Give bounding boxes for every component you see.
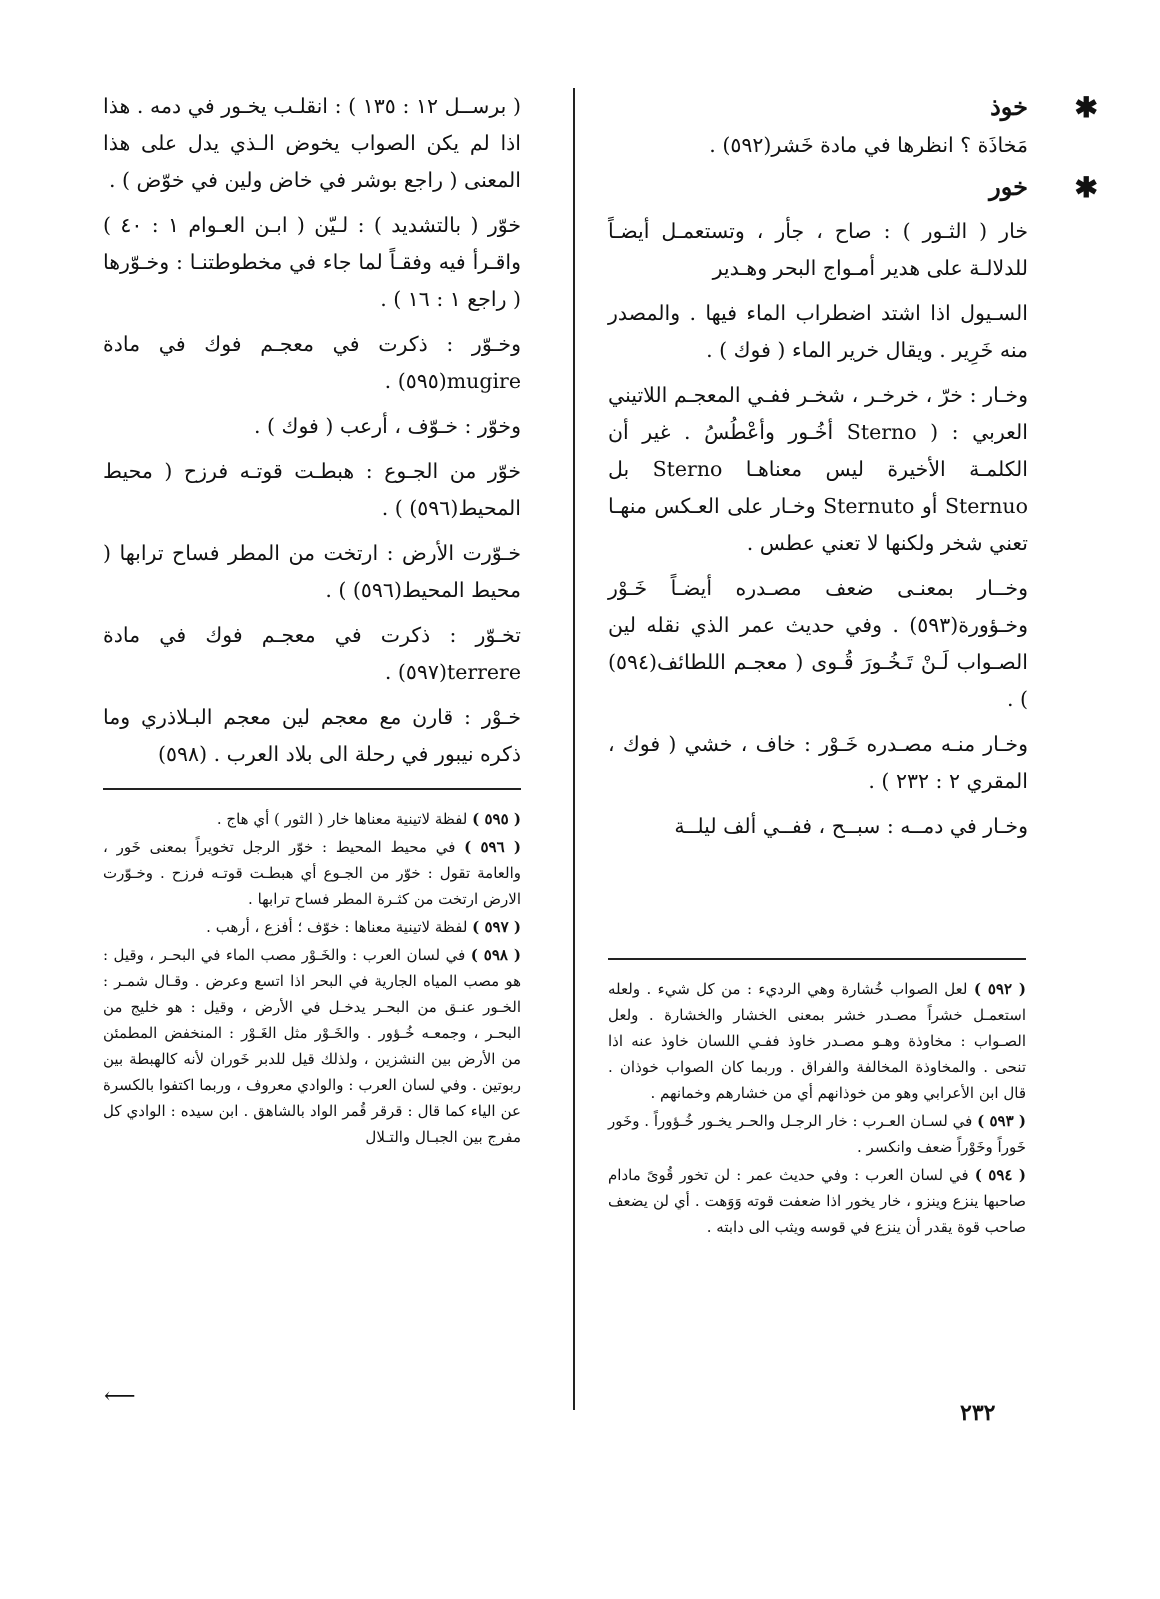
footnote-number: ( ٥٩٢ ) <box>973 980 1026 998</box>
footnote-number: ( ٥٩٦ ) <box>464 838 521 856</box>
footnote-text: لعل الصواب خُشارة وهي الرديء : من كل شيء . ولعله استعمـل خشراً مصـدر خشر بمعنى الخشار والخشارة . ولعل الصـواب : مخاوذة وهـو مصـدر خاوذ ففـي اللسان خاوذ عنه اذا تنحى . والمخاوذة المخالفة والفراق . وربما كان الصواب خوذان . قال ابن الأعرابي وهو من خوذانهم أي من خشارهم وخمانهم . <box>608 980 1026 1102</box>
paragraph: خار ( الثـور ) : صاح ، جأر ، وتستعمـل أيضـاً للدلالـة على هدير أمـواج البحر وهـدير <box>608 219 1028 280</box>
footnote <box>103 834 521 912</box>
footnote <box>103 914 521 940</box>
footnote-text: لفظة لاتينية معناها خار ( الثور ) أي هاج . <box>216 810 468 828</box>
footnote-number: ( ٥٩٤ ) <box>974 1166 1026 1184</box>
paragraph: خـوْر : قارن مع معجم لين معجم البـلاذري وما ذكره نيبور في رحلة الى بلاد العرب . (٥٩٨) <box>103 705 521 766</box>
footnote-number: ( ٥٩٣ ) <box>977 1112 1026 1130</box>
paragraph: خـوّرت الأرض : ارتخت من المطر فساح ترابها ( محيط المحيط(٥٩٦) ) . <box>103 541 521 602</box>
paragraph: السـيول اذا اشتد اضطراب الماء فيها . والمصدر منه خَرِير . ويقال خرير الماء ( فوك ) . <box>608 301 1028 362</box>
paragraph: تخـوّر : ذكرت في معجـم فوك في مادة terrere(٥٩٧) . <box>103 623 521 684</box>
left-column <box>103 88 521 781</box>
asterisk-icon: ✱ <box>1074 91 1098 124</box>
footnote-text: في لسـان العـرب : خار الرجـل والحـر يخـور خُـؤوراً . وخَور خَوراً وخَوْراً ضعف وانكسر . <box>608 1112 1026 1156</box>
footnote-number: ( ٥٩٧ ) <box>472 918 521 936</box>
footnote <box>608 1162 1026 1240</box>
paragraph: خوّر ( بالتشديد ) : لـيّن ( ابـن العـوام ١ : ٤٠ ) واقـرأ فيه وفقـاً لما جاء في مخطوطتنـا : وخـوّرها ( راجع ١ : ١٦ ) . <box>103 213 521 311</box>
paragraph: وخـار منـه مصـدره خَـوْر : خاف ، خشي ( فوك ، المقري ٢ : ٢٣٢ ) . <box>608 732 1028 793</box>
footnote-number: ( ٥٩٨ ) <box>470 946 521 964</box>
column-divider <box>573 88 575 1410</box>
footnote-separator <box>103 788 521 790</box>
footnote <box>608 1108 1026 1160</box>
paragraph: ( برســل ١٢ : ١٣٥ ) : انقلـب يخـور في دمه . هذا اذا لم يكن الصواب يخوض الـذي يدل على هذا المعنى ( راجع بوشر في خاض ولين في خوّض ) . <box>103 94 521 192</box>
entry-title: خوذ <box>990 92 1028 121</box>
right-column <box>608 88 1098 853</box>
footnote-text: لفظة لاتينية معناها : خوّف ؛ أفزع ، أرهب . <box>206 918 468 936</box>
entry-heading-khwdh <box>608 91 1098 124</box>
footnote <box>103 942 521 1150</box>
paragraph: وخوّر : خـوّف ، أرعب ( فوك ) . <box>254 414 521 438</box>
paragraph: وخـار : خرّ ، خرخـر ، شخـر ففـي المعجـم اللاتيني العربي : ( Sterno أخُـور وأعْطُسُ . غير أن الكلمـة الأخيرة ليس معناهـا Sterno بل Sternuo أو Sternuto وخـار على العـكس منهـا تعني شخر ولكنها لا تعني عطس . <box>608 383 1028 555</box>
footnotes-left <box>103 806 521 1152</box>
entry-heading-khwr <box>608 171 1098 204</box>
footnote <box>103 806 521 832</box>
footnote-text: في لسان العرب : والخَـوْر مصب الماء في البحـر ، وقيل : هو مصب المياه الجارية في البحر اذا اتسع وعرض . وقـال شمـر : الخـور عنـق من البحـر يدخـل في الأرض ، وقيل : هو خليج من البحـر ، وجمعـه خُـؤور . والخَـوْر مثل الغَـوْر : المنخفض المطمئن من الأرض بين النشزين ، ولذلك قيل للدبر خَوران لأنه كالهبطة بين ربوتين . وفي لسان العرب : والوادي معروف ، وربما اكتفوا بالكسرة عن الياء كما قال : قرقر قُمر الواد بالشاهق . ابن سيده : الوادي كل مفرج بين الجبـال والتـلال <box>103 946 521 1146</box>
paragraph: وخـوّر : ذكرت في معجـم فوك في مادة mugire(٥٩٥) . <box>103 332 521 393</box>
paragraph: وخـار في دمــه : سبــح ، ففــي ألف ليلــة <box>674 814 1028 838</box>
paragraph: مَخاذَة ؟ انظرها في مادة خَشر(٥٩٢) . <box>709 133 1028 157</box>
footnote-separator <box>608 958 1026 960</box>
paragraph: خوّر من الجـوع : هبطـت قوتـه فرزح ( محيط المحيط(٥٩٦) ) . <box>103 459 521 520</box>
asterisk-icon: ✱ <box>1074 171 1098 204</box>
paragraph: وخــار بمعنـى ضعف مصـدره أيضـاً خَـوْر وخـؤورة(٥٩٣) . وفي حديث عمر الذي نقله لين الصـواب لَـنْ تَـخُـورَ قُـوى ( معجـم اللطائف(٥٩٤) ) . <box>608 576 1028 711</box>
continue-arrow-icon: ⟵ <box>104 1384 136 1409</box>
footnote-text: في محيط المحيط : خوّر الرجل تخويراً بمعنى خَور ، والعامة تقول : خوّر من الجـوع أي هبطـت قوتـه فرزح . وخـوّرت الارض ارتخت من كثـرة المطر فساح ترابها . <box>103 838 521 908</box>
footnote <box>608 976 1026 1106</box>
footnotes-right <box>608 976 1026 1242</box>
page-number: ٢٣٢ <box>960 1400 996 1426</box>
footnote-number: ( ٥٩٥ ) <box>472 810 521 828</box>
footnote-text: في لسان العرب : وفي حديث عمر : لن تخور قُوىً مادام صاحبها ينزع وينزو ، خار يخور اذا ضعفت قوته وَوَهت . أي لن يضعف صاحب قوة يقدر أن ينزع في قوسه ويثب الى دابته . <box>608 1166 1026 1236</box>
entry-title: خور <box>989 172 1028 201</box>
